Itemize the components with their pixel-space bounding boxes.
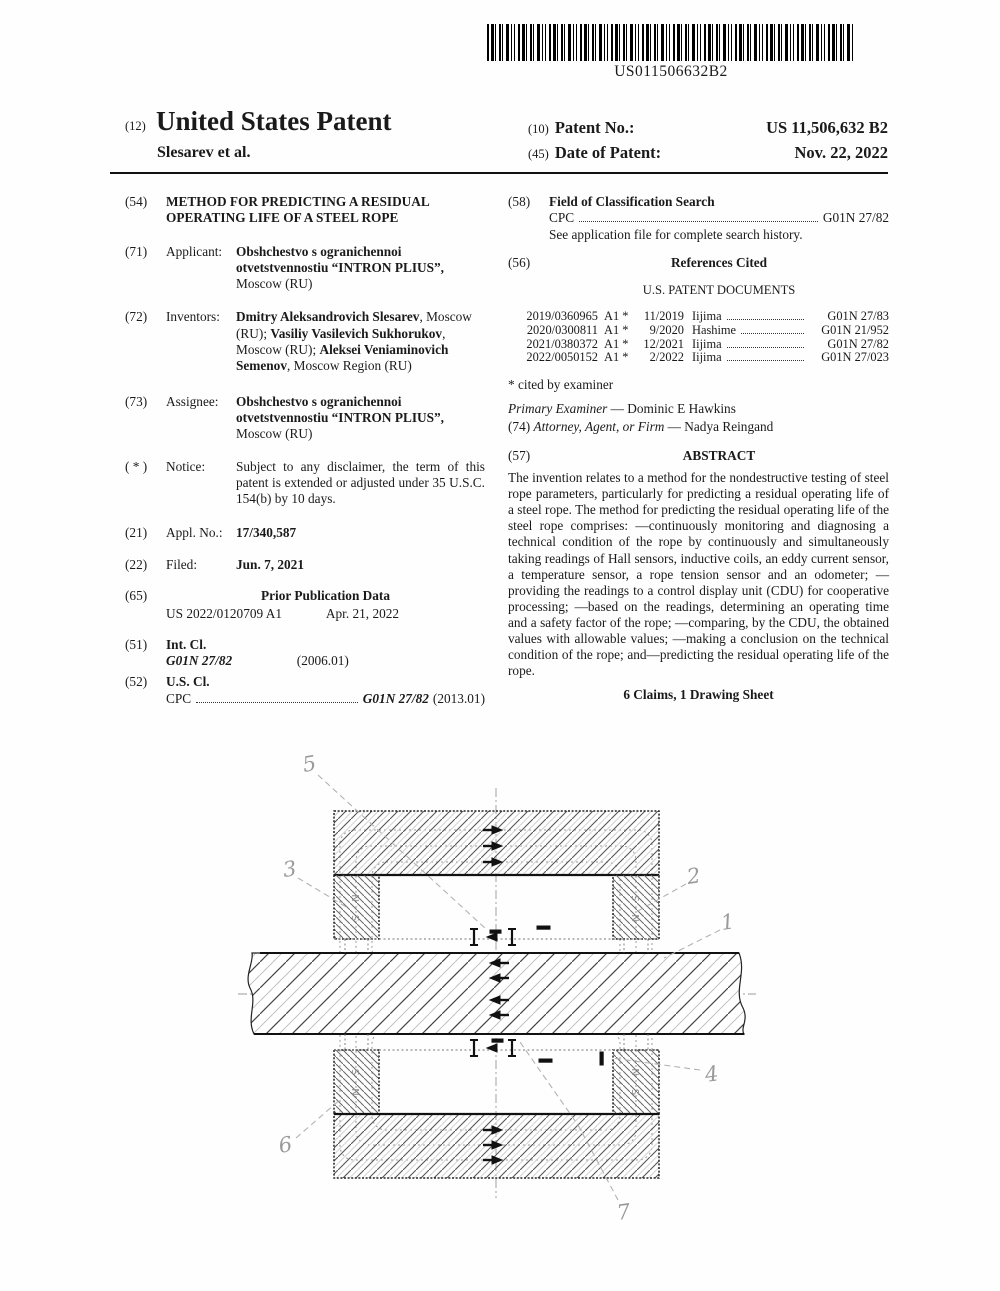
text-segment: Obshchestvo s ogranichennoi otvetstvennostiu “INTRON PLIUS”, (236, 393, 444, 425)
assignee-label: Assignee: (166, 393, 219, 409)
ref-date: 2/2022 (649, 350, 684, 365)
field-search-cpc (549, 210, 889, 226)
dot-leader (727, 360, 804, 361)
us-cl-heading: U.S. Cl. (166, 674, 210, 690)
field-num: (22) (125, 556, 148, 572)
ref-name: Iijima (692, 309, 722, 324)
ref-class: G01N 21/952 (821, 323, 889, 338)
attorney-line (508, 419, 889, 435)
page-title: United States Patent (156, 106, 392, 136)
ref-name: Hashime (692, 323, 737, 338)
pole-letter: N (631, 1068, 642, 1076)
us-patent-docs-heading: U.S. PATENT DOCUMENTS (642, 283, 796, 298)
table-row (508, 338, 889, 352)
attorney-value: — Nadya Reingand (664, 419, 774, 435)
date-label: Date of Patent: (554, 143, 662, 162)
primary-examiner-line (508, 401, 889, 417)
authors: Slesarev et al. (157, 144, 251, 161)
top-yoke (334, 811, 659, 875)
ref-name: Iijima (692, 336, 722, 351)
dot-leader (727, 319, 804, 320)
ref-kind: A1 * (604, 350, 629, 365)
field-58 (508, 194, 889, 243)
figure-label-3: 3 (281, 856, 298, 882)
prior-pub-number: US 2022/0120709 A1 (166, 606, 282, 622)
field-num: (71) (125, 243, 148, 259)
field-22 (125, 557, 485, 573)
pole-letter: N (351, 1088, 362, 1096)
figure-label-7: 7 (615, 1199, 632, 1225)
bottom-left-magnet (334, 1050, 379, 1114)
pole-letter: N (631, 914, 642, 922)
notice-label: Notice: (166, 458, 206, 474)
ref-date: 9/2020 (649, 323, 684, 338)
right-column (508, 194, 889, 704)
cited-by-examiner: * cited by examiner (508, 376, 614, 392)
figure-drawing (230, 745, 900, 1245)
prior-pub-date: Apr. 21, 2022 (325, 606, 400, 622)
pole-letter: S (631, 1088, 642, 1096)
attorney-label: Attorney, Agent, or Firm (533, 419, 665, 435)
field-search-heading: Field of Classification Search (549, 194, 715, 209)
inventors-value (236, 309, 485, 374)
ref-kind: A1 * (604, 309, 629, 324)
pole-letter: N (351, 894, 362, 902)
int-cl-heading: Int. Cl. (166, 636, 207, 652)
left-column (125, 194, 485, 707)
field-num: (56) (508, 254, 531, 270)
appl-no-value: 17/340,587 (236, 525, 297, 541)
ref-name: Iijima (692, 350, 722, 365)
text-segment: Moscow (RU) (236, 276, 313, 292)
text-segment: Obshchestvo s ogranichennoi otvetstvennostiu “INTRON PLIUS”, (236, 243, 444, 275)
applicant-value (236, 244, 485, 293)
field-72 (125, 309, 485, 374)
dot-leader (741, 333, 804, 334)
field-71 (125, 244, 485, 293)
field-num: (51) (125, 636, 148, 652)
field-num: (73) (125, 393, 148, 409)
ref-date: 12/2021 (643, 336, 684, 351)
field-num: (21) (125, 525, 148, 541)
pole-letter: S (351, 914, 362, 922)
ref-date: 11/2019 (643, 309, 684, 324)
us-cl-line (166, 691, 485, 707)
field-num: (58) (508, 194, 531, 209)
patent-no-label: Patent No.: (554, 118, 635, 137)
table-row (508, 310, 889, 324)
date-row (528, 143, 888, 163)
text-segment: , Moscow Region (RU) (286, 358, 412, 374)
patent-no-row (528, 118, 888, 138)
us-cl-class: G01N 27/82 (362, 690, 429, 706)
dot-leader (727, 347, 804, 348)
invention-title: METHOD FOR PREDICTING A RESIDUAL OPERATING LIFE OF A STEEL ROPE (166, 194, 430, 226)
references-heading: References Cited (670, 254, 768, 270)
field-num: (52) (125, 674, 148, 690)
field-num-10: (10) (528, 122, 549, 136)
ref-pub: 2020/0300811 (526, 323, 598, 338)
filed-value: Jun. 7, 2021 (236, 556, 304, 572)
figure-label-1: 1 (719, 909, 736, 935)
dot-leader (196, 702, 358, 703)
notice-text: Subject to any disclaimer, the term of this patent is extended or adjusted under 35 U.S.C. 154(b) by 10 days. (236, 458, 485, 507)
ref-class: G01N 27/82 (827, 336, 889, 351)
figure-label-4: 4 (703, 1061, 720, 1087)
abstract-heading: ABSTRACT (682, 447, 756, 463)
cpc-label: CPC (549, 210, 575, 226)
primary-examiner-value: — Dominic E Hawkins (607, 401, 736, 417)
field-52 (125, 674, 485, 707)
top-left-magnet (334, 875, 379, 939)
figure-label-2: 2 (685, 863, 702, 889)
field-num-74: (74) (508, 419, 531, 435)
int-cl-year: (2006.01) (296, 652, 349, 668)
field-num: ( * ) (125, 458, 148, 474)
field-num: (65) (125, 588, 148, 604)
references-table (508, 310, 889, 364)
figure-label-5: 5 (300, 750, 319, 777)
inventors-label: Inventors: (166, 309, 220, 325)
field-search-note: See application file for complete search history. (549, 226, 803, 242)
ref-pub: 2021/0380372 (526, 336, 598, 351)
field-num: (57) (508, 447, 531, 463)
text-segment: Vasiliy Vasilevich Sukhorukov (270, 325, 443, 341)
pole-letter: S (351, 1068, 362, 1076)
field-num: (72) (125, 309, 148, 325)
filed-label: Filed: (166, 556, 198, 572)
field-notice (125, 459, 485, 508)
cpc-label: CPC (166, 690, 192, 706)
int-cl-class: G01N 27/82 (166, 652, 233, 668)
us-cl-year: (2013.01) (432, 690, 485, 706)
field-search-class: G01N 27/82 (822, 210, 889, 226)
field-51 (125, 637, 485, 670)
field-num-12: (12) (125, 119, 146, 133)
prior-pub-line (166, 606, 485, 622)
ref-pub: 2022/0050152 (526, 350, 598, 365)
prior-pub-heading: Prior Publication Data (260, 588, 391, 604)
field-65 (125, 588, 485, 623)
ref-class: G01N 27/023 (821, 350, 889, 365)
text-segment: Dmitry Aleksandrovich Slesarev (236, 309, 420, 325)
text-segment: , Moscow (RU); (236, 309, 472, 341)
field-56 (508, 255, 889, 299)
ref-kind: A1 * (604, 323, 629, 338)
field-54 (125, 194, 485, 227)
text-segment: Aleksei Veniaminovich Semenov (236, 342, 449, 374)
field-21 (125, 525, 485, 541)
ref-kind: A1 * (604, 336, 629, 351)
assignee-value (236, 394, 485, 443)
int-cl-line (166, 653, 485, 669)
figure-label-6: 6 (276, 1131, 295, 1158)
ref-pub: 2019/0360965 (526, 309, 598, 324)
field-num: (54) (125, 194, 148, 209)
date-value: Nov. 22, 2022 (794, 143, 888, 162)
field-num-45: (45) (528, 147, 549, 161)
text-segment: Moscow (RU) (236, 426, 313, 442)
field-57 (508, 448, 889, 464)
appl-no-label: Appl. No.: (166, 525, 223, 541)
barcode-image (487, 24, 855, 61)
field-73 (125, 394, 485, 443)
primary-examiner-label: Primary Examiner (508, 401, 608, 417)
top-right-magnet (613, 875, 659, 939)
table-row (508, 351, 889, 365)
ref-class: G01N 27/83 (827, 309, 889, 324)
header-rule (110, 172, 888, 174)
applicant-label: Applicant: (166, 243, 223, 259)
claims-line: 6 Claims, 1 Drawing Sheet (623, 687, 774, 703)
abstract-text: The invention relates to a method for the nondestructive testing of steel rope parameters, particularly for predicting a residual operating life of a steel rope. The method for predicting the residual operating life of the steel rope comprises: —continuously monitoring and diagnosing a technical condition of the rope by continuously and simultaneously taking readings of Hall sensors, inductive coils, an eddy current sensor, a temperature sensor, a rope tension sensor and an odometer; —providing the readings to a control display unit (CDU) for cooperative processing; —based on the readings, determining an operating time and a safety factor of the rope; —comparing, by the CDU, the obtained values with allowable values; —making a conclusion on the technical condition of the rope; and—predicting the residual operating life of the rope. (508, 470, 889, 679)
pole-letter: S (631, 894, 642, 902)
patent-no-value: US 11,506,632 B2 (766, 118, 888, 137)
table-row (508, 324, 889, 338)
barcode-number: US011506632B2 (614, 63, 728, 80)
dot-leader (579, 221, 818, 222)
text-segment: , Moscow (RU); (236, 325, 446, 358)
